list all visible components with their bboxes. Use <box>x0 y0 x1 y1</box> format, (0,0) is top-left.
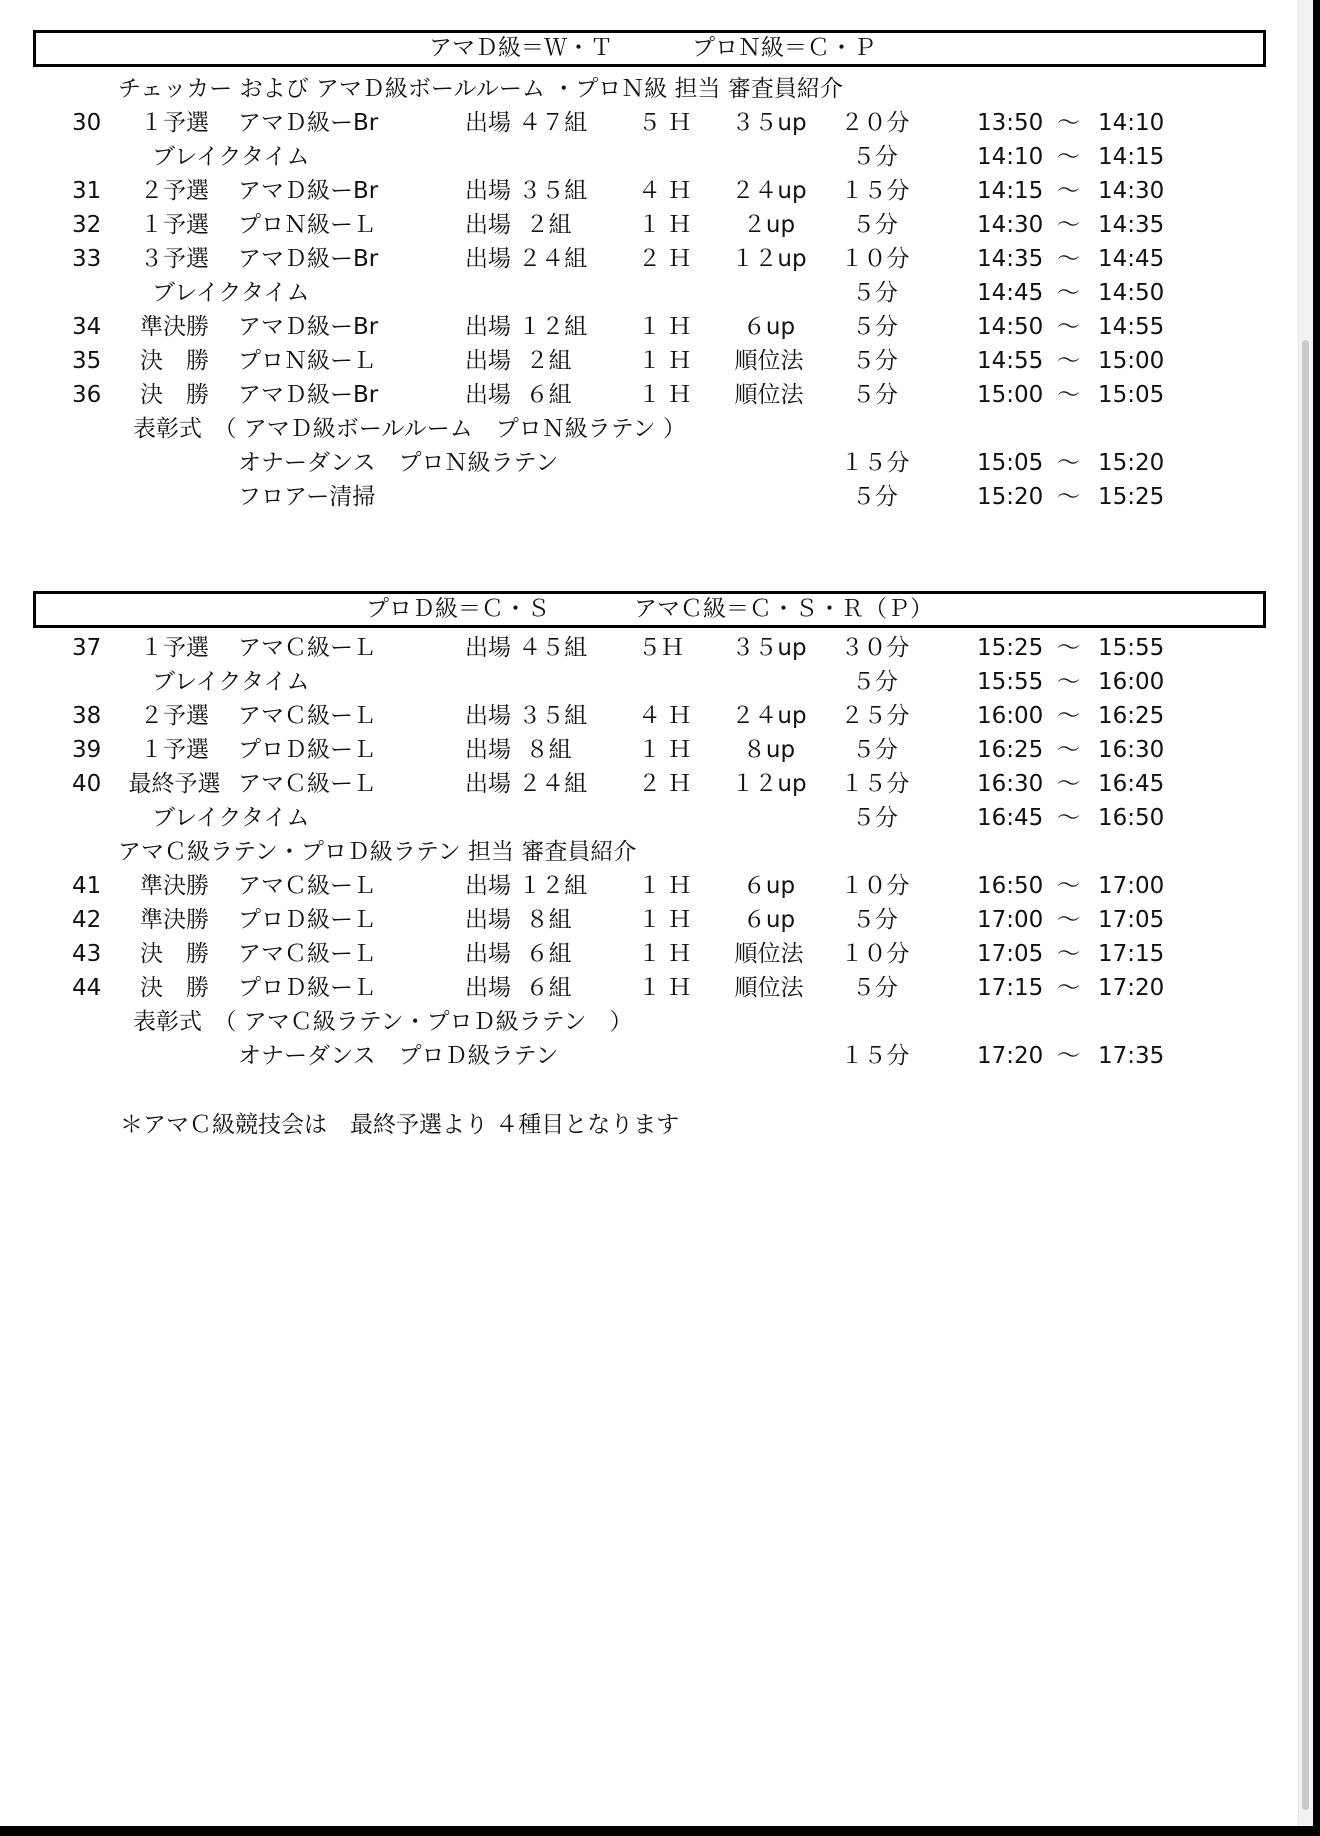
entries: 出場 １２組 <box>465 314 588 340</box>
event-number: 40 <box>72 771 102 797</box>
ceremony-label: 表彰式 （ アマＣ級ラテン・プロＤ級ラテン ） <box>133 1009 633 1035</box>
class: アマＣ級ーＬ <box>238 703 376 729</box>
event-number: 37 <box>72 635 102 661</box>
advance: 順位法 <box>734 382 804 408</box>
start-time: 17:05 <box>977 941 1044 967</box>
break-label: ブレイクタイム <box>152 144 310 170</box>
tilde: ～ <box>1057 771 1080 797</box>
tilde: ～ <box>1057 805 1080 831</box>
start-time: 15:55 <box>977 669 1044 695</box>
footnote-row <box>0 1108 1300 1142</box>
tilde: ～ <box>1057 635 1080 661</box>
class: プロＤ級ーＬ <box>238 907 376 933</box>
end-time: 15:55 <box>1098 635 1165 661</box>
round: １予選 <box>140 212 209 238</box>
break-row <box>0 276 1300 310</box>
ceremony-label: 表彰式 （ アマＤ級ボールルーム プロＮ級ラテン ） <box>133 416 686 442</box>
heats: ５Ｈ <box>638 635 684 661</box>
tilde: ～ <box>1057 975 1080 1001</box>
round: 決 勝 <box>140 941 209 967</box>
section2-header-box <box>33 591 1266 628</box>
end-time: 15:05 <box>1098 382 1165 408</box>
class: プロＮ級ーＬ <box>238 212 376 238</box>
advance: 順位法 <box>734 975 804 1001</box>
duration: １０分 <box>840 873 910 899</box>
end-time: 15:20 <box>1098 450 1165 476</box>
heats: ４ Ｈ <box>638 703 692 729</box>
end-time: 17:35 <box>1098 1043 1165 1069</box>
duration: １０分 <box>840 246 910 272</box>
schedule-row <box>0 242 1300 276</box>
heats: １ Ｈ <box>638 382 692 408</box>
break-label: ブレイクタイム <box>152 805 310 831</box>
duration: ５分 <box>852 805 898 831</box>
advance: ２up <box>742 212 796 238</box>
section1-header-left: アマＤ級＝Ｗ・Ｔ <box>429 35 613 61</box>
schedule-row <box>0 631 1300 665</box>
entries: 出場 ２組 <box>465 212 572 238</box>
duration: １５分 <box>840 1043 910 1069</box>
class: アマＤ級ーBr <box>238 382 379 408</box>
duration: ５分 <box>852 975 898 1001</box>
schedule-row <box>0 971 1300 1005</box>
start-time: 16:25 <box>977 737 1044 763</box>
break-label: ブレイクタイム <box>152 280 310 306</box>
heats: １ Ｈ <box>638 348 692 374</box>
ceremony-row <box>0 412 1300 446</box>
start-time: 14:55 <box>977 348 1044 374</box>
start-time: 16:00 <box>977 703 1044 729</box>
section1-header-box <box>33 30 1266 67</box>
start-time: 16:30 <box>977 771 1044 797</box>
heats: １ Ｈ <box>638 907 692 933</box>
round: 最終予選 <box>128 771 221 797</box>
start-time: 16:45 <box>977 805 1044 831</box>
duration: ５分 <box>852 348 898 374</box>
entries: 出場 ４７組 <box>465 110 588 136</box>
schedule-row <box>0 310 1300 344</box>
ceremony-row <box>0 1005 1300 1039</box>
entries: 出場 ８組 <box>465 737 572 763</box>
event-number: 41 <box>72 873 102 899</box>
event-number: 31 <box>72 178 102 204</box>
section2-header-left: プロＤ級＝Ｃ・Ｓ <box>366 596 550 622</box>
advance: ８up <box>742 737 796 763</box>
section2-intro: アマＣ級ラテン・プロＤ級ラテン 担当 審査員紹介 <box>118 839 637 865</box>
schedule-row <box>0 869 1300 903</box>
duration: １５分 <box>840 450 910 476</box>
advance: ２４up <box>731 178 807 204</box>
start-time: 15:00 <box>977 382 1044 408</box>
schedule-row <box>0 767 1300 801</box>
end-time: 17:15 <box>1098 941 1165 967</box>
tilde: ～ <box>1057 246 1080 272</box>
advance: ６up <box>742 314 796 340</box>
tilde: ～ <box>1057 669 1080 695</box>
heats: １ Ｈ <box>638 941 692 967</box>
extra-label: オナーダンス プロＤ級ラテン <box>238 1043 559 1069</box>
start-time: 14:45 <box>977 280 1044 306</box>
duration: ５分 <box>852 669 898 695</box>
start-time: 15:05 <box>977 450 1044 476</box>
extra-label: フロアー清掃 <box>238 484 376 510</box>
tilde: ～ <box>1057 484 1080 510</box>
duration: ５分 <box>852 737 898 763</box>
heats: １ Ｈ <box>638 975 692 1001</box>
duration: １５分 <box>840 771 910 797</box>
start-time: 13:50 <box>977 110 1044 136</box>
entries: 出場 ２４組 <box>465 246 588 272</box>
section2-header-right: アマＣ級＝Ｃ・Ｓ・Ｒ（Ｐ） <box>634 596 933 622</box>
event-number: 32 <box>72 212 102 238</box>
advance: 順位法 <box>734 941 804 967</box>
class: アマＣ級ーＬ <box>238 873 376 899</box>
advance: ６up <box>742 873 796 899</box>
tilde: ～ <box>1057 348 1080 374</box>
section1-header-right: プロＮ級＝Ｃ・Ｐ <box>692 35 876 61</box>
entries: 出場 ６組 <box>465 941 572 967</box>
duration: ５分 <box>852 907 898 933</box>
footnote: ＊アマＣ級競技会は 最終予選より ４種目となります <box>120 1112 680 1138</box>
class: プロＤ級ーＬ <box>238 975 376 1001</box>
event-number: 43 <box>72 941 102 967</box>
heats: １ Ｈ <box>638 873 692 899</box>
duration: １０分 <box>840 941 910 967</box>
section1-intro: チェッカー および アマＤ級ボールルーム ・プロＮ級 担当 審査員紹介 <box>118 76 843 102</box>
extra-label: オナーダンス プロＮ級ラテン <box>238 450 559 476</box>
heats: ２ Ｈ <box>638 771 692 797</box>
event-number: 30 <box>72 110 102 136</box>
entries: 出場 ３５組 <box>465 178 588 204</box>
end-time: 17:00 <box>1098 873 1165 899</box>
tilde: ～ <box>1057 178 1080 204</box>
end-time: 14:15 <box>1098 144 1165 170</box>
duration: ５分 <box>852 382 898 408</box>
schedule-row <box>0 344 1300 378</box>
tilde: ～ <box>1057 280 1080 306</box>
end-time: 16:00 <box>1098 669 1165 695</box>
start-time: 14:35 <box>977 246 1044 272</box>
section2-intro-row <box>0 835 1300 869</box>
break-label: ブレイクタイム <box>152 669 310 695</box>
round: ２予選 <box>140 703 209 729</box>
heats: ４ Ｈ <box>638 178 692 204</box>
round: 準決勝 <box>140 873 209 899</box>
entries: 出場 ６組 <box>465 382 572 408</box>
class: アマＤ級ーBr <box>238 110 379 136</box>
end-time: 14:55 <box>1098 314 1165 340</box>
start-time: 15:25 <box>977 635 1044 661</box>
end-time: 17:20 <box>1098 975 1165 1001</box>
end-time: 17:05 <box>1098 907 1165 933</box>
heats: ２ Ｈ <box>638 246 692 272</box>
start-time: 15:20 <box>977 484 1044 510</box>
class: プロＮ級ーＬ <box>238 348 376 374</box>
tilde: ～ <box>1057 907 1080 933</box>
schedule-row <box>0 699 1300 733</box>
advance: ３５up <box>731 110 807 136</box>
end-time: 15:25 <box>1098 484 1165 510</box>
heats: １ Ｈ <box>638 737 692 763</box>
class: アマＤ級ーBr <box>238 246 379 272</box>
event-number: 42 <box>72 907 102 933</box>
tilde: ～ <box>1057 212 1080 238</box>
event-number: 39 <box>72 737 102 763</box>
duration: ２０分 <box>840 110 910 136</box>
end-time: 16:45 <box>1098 771 1165 797</box>
end-time: 14:10 <box>1098 110 1165 136</box>
class: アマＤ級ーBr <box>238 314 379 340</box>
duration: ５分 <box>852 144 898 170</box>
entries: 出場 ８組 <box>465 907 572 933</box>
start-time: 14:30 <box>977 212 1044 238</box>
round: 決 勝 <box>140 348 209 374</box>
round: 準決勝 <box>140 907 209 933</box>
start-time: 16:50 <box>977 873 1044 899</box>
schedule-row <box>0 174 1300 208</box>
end-time: 16:30 <box>1098 737 1165 763</box>
round: １予選 <box>140 635 209 661</box>
heats: １ Ｈ <box>638 212 692 238</box>
start-time: 17:00 <box>977 907 1044 933</box>
heats: ５ Ｈ <box>638 110 692 136</box>
break-row <box>0 801 1300 835</box>
event-number: 38 <box>72 703 102 729</box>
duration: ５分 <box>852 212 898 238</box>
duration: ５分 <box>852 280 898 306</box>
section1-intro-row <box>0 72 1300 106</box>
schedule-row <box>0 106 1300 140</box>
end-time: 15:00 <box>1098 348 1165 374</box>
vertical-scrollbar-thumb[interactable] <box>1302 340 1309 1810</box>
end-time: 14:35 <box>1098 212 1165 238</box>
round: １予選 <box>140 110 209 136</box>
advance: ２４up <box>731 703 807 729</box>
entries: 出場 ６組 <box>465 975 572 1001</box>
round: 決 勝 <box>140 382 209 408</box>
duration: ５分 <box>852 314 898 340</box>
round: １予選 <box>140 737 209 763</box>
tilde: ～ <box>1057 1043 1080 1069</box>
round: 決 勝 <box>140 975 209 1001</box>
tilde: ～ <box>1057 110 1080 136</box>
tilde: ～ <box>1057 382 1080 408</box>
duration: ３０分 <box>840 635 910 661</box>
end-time: 14:30 <box>1098 178 1165 204</box>
schedule-row <box>0 378 1300 412</box>
extra-row <box>0 446 1300 480</box>
end-time: 16:50 <box>1098 805 1165 831</box>
advance: ６up <box>742 907 796 933</box>
class: アマＤ級ーBr <box>238 178 379 204</box>
duration: １５分 <box>840 178 910 204</box>
event-number: 34 <box>72 314 102 340</box>
extra-row <box>0 1039 1300 1073</box>
round: ２予選 <box>140 178 209 204</box>
class: アマＣ級ーＬ <box>238 941 376 967</box>
advance: １２up <box>731 771 807 797</box>
advance: 順位法 <box>734 348 804 374</box>
entries: 出場 ２４組 <box>465 771 588 797</box>
break-row <box>0 665 1300 699</box>
entries: 出場 １２組 <box>465 873 588 899</box>
extra-row <box>0 480 1300 514</box>
class: アマＣ級ーＬ <box>238 771 376 797</box>
start-time: 17:20 <box>977 1043 1044 1069</box>
event-number: 36 <box>72 382 102 408</box>
schedule-row <box>0 733 1300 767</box>
tilde: ～ <box>1057 873 1080 899</box>
tilde: ～ <box>1057 314 1080 340</box>
event-number: 44 <box>72 975 102 1001</box>
end-time: 16:25 <box>1098 703 1165 729</box>
start-time: 17:15 <box>977 975 1044 1001</box>
tilde: ～ <box>1057 450 1080 476</box>
duration: ２５分 <box>840 703 910 729</box>
advance: ３５up <box>731 635 807 661</box>
event-number: 33 <box>72 246 102 272</box>
round: ３予選 <box>140 246 209 272</box>
break-row <box>0 140 1300 174</box>
entries: 出場 ２組 <box>465 348 572 374</box>
schedule-row <box>0 903 1300 937</box>
entries: 出場 ３５組 <box>465 703 588 729</box>
class: プロＤ級ーＬ <box>238 737 376 763</box>
end-time: 14:50 <box>1098 280 1165 306</box>
class: アマＣ級ーＬ <box>238 635 376 661</box>
schedule-row <box>0 937 1300 971</box>
start-time: 14:10 <box>977 144 1044 170</box>
round: 準決勝 <box>140 314 209 340</box>
duration: ５分 <box>852 484 898 510</box>
start-time: 14:50 <box>977 314 1044 340</box>
tilde: ～ <box>1057 941 1080 967</box>
tilde: ～ <box>1057 703 1080 729</box>
end-time: 14:45 <box>1098 246 1165 272</box>
heats: １ Ｈ <box>638 314 692 340</box>
schedule-row <box>0 208 1300 242</box>
start-time: 14:15 <box>977 178 1044 204</box>
tilde: ～ <box>1057 737 1080 763</box>
entries: 出場 ４５組 <box>465 635 588 661</box>
advance: １２up <box>731 246 807 272</box>
event-number: 35 <box>72 348 102 374</box>
tilde: ～ <box>1057 144 1080 170</box>
